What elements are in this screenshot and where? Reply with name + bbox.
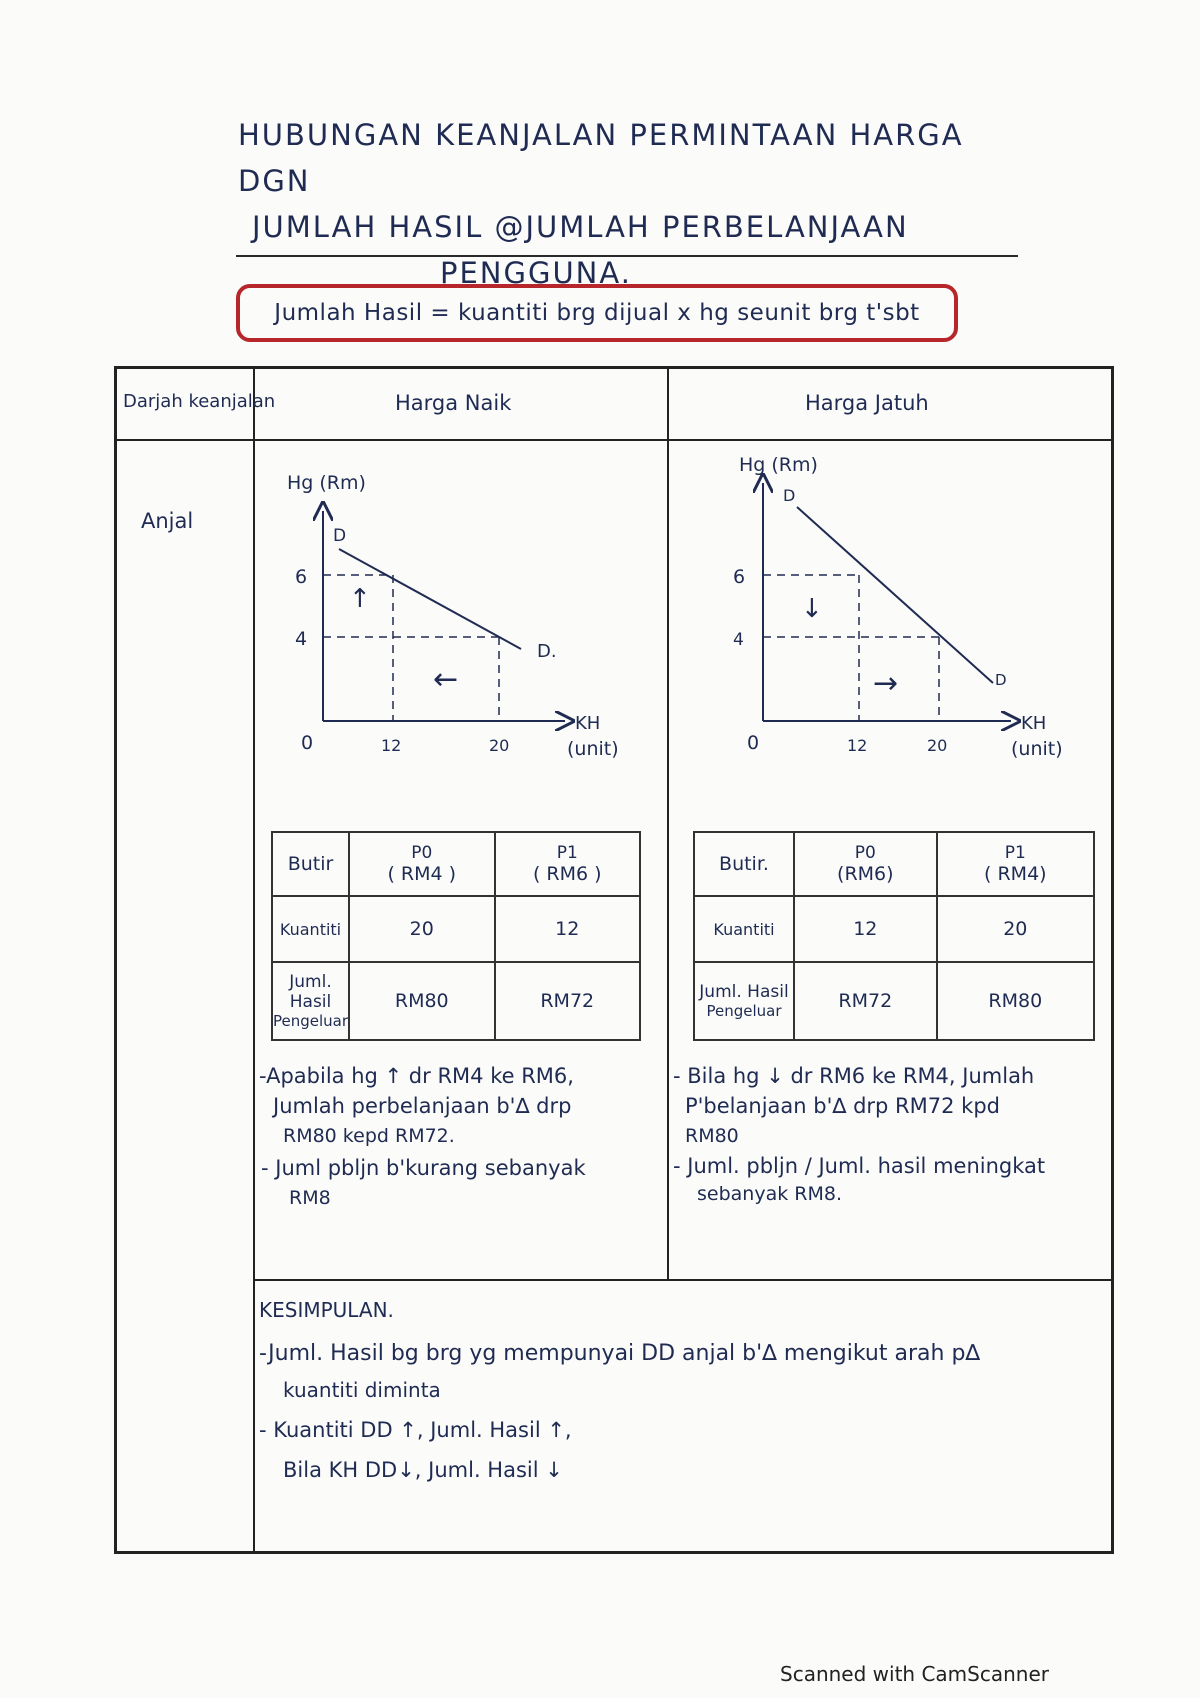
notes-right-line-4: - Juml. pbljn / Juml. hasil meningkat xyxy=(673,1154,1046,1178)
mini-left-r2b: Pengeluar xyxy=(273,1012,349,1030)
mini-left-h2b: ( RM6 ) xyxy=(532,863,602,885)
mini-right-r2c1: RM72 xyxy=(794,962,937,1040)
graph-left-curve-label-start: D xyxy=(333,526,347,546)
graph-left-y-label: Hg (Rm) xyxy=(287,472,366,494)
graph-right-demand-curve xyxy=(797,507,993,683)
graph-left-y-tick-4: 4 xyxy=(295,628,308,650)
mini-right-r2-cell xyxy=(694,962,794,1040)
graph-right-y-tick-6: 6 xyxy=(733,566,746,588)
mini-left-h0: Butir xyxy=(272,832,349,896)
notes-left-line-3: RM80 kepd RM72. xyxy=(283,1125,455,1147)
mini-right-r1c2: 20 xyxy=(937,896,1094,962)
mini-left-h2: P1 xyxy=(556,843,578,863)
graph-harga-jatuh xyxy=(669,449,1115,789)
mini-left-r1: Kuantiti xyxy=(272,896,349,962)
graph-right-x-label: KH xyxy=(1021,713,1047,734)
graph-right-y-tick-4: 4 xyxy=(733,630,744,650)
mini-right-r1: Kuantiti xyxy=(694,896,794,962)
mini-right-h1: P0 xyxy=(854,843,876,863)
mini-right-r2a: Juml. Hasil xyxy=(699,982,789,1002)
formula-text: Jumlah Hasil = kuantiti brg dijual x hg seunit brg t'sbt xyxy=(274,300,920,326)
graph-right-x-unit: (unit) xyxy=(1011,738,1063,760)
header-harga-jatuh: Harga Jatuh xyxy=(805,391,929,415)
title-line-2: JUMLAH HASIL @JUMLAH PERBELANJAAN xyxy=(252,210,909,244)
mini-left-h1b: ( RM4 ) xyxy=(387,863,457,885)
graph-left-arrow-left: ← xyxy=(433,662,459,697)
mini-left-r2-cell xyxy=(272,962,349,1040)
mini-left-r2c1: RM80 xyxy=(349,962,494,1040)
notes-right-line-3: RM80 xyxy=(685,1125,739,1147)
scanner-watermark: Scanned with CamScanner xyxy=(780,1662,1049,1686)
mini-right-h1b: (RM6) xyxy=(837,863,894,885)
title-underline xyxy=(236,255,1018,257)
row-label-anjal: Anjal xyxy=(141,509,194,533)
graph-right-y-label: Hg (Rm) xyxy=(739,454,818,476)
graph-left-x-unit: (unit) xyxy=(567,738,619,760)
graph-left-x-tick-20: 20 xyxy=(489,736,510,755)
title-line-1: HUBUNGAN KEANJALAN PERMINTAAN HARGA DGN xyxy=(238,118,964,198)
graph-left-curve-label-end: D. xyxy=(537,641,557,662)
graph-left-x-label: KH xyxy=(575,713,601,734)
graph-right-x-tick-20: 20 xyxy=(927,736,948,755)
mini-left-h2-cell xyxy=(495,832,640,896)
notes-left-line-1: -Apabila hg ↑ dr RM4 ke RM6, xyxy=(259,1064,574,1088)
table-harga-naik xyxy=(271,831,641,1041)
mini-left-r1c2: 12 xyxy=(495,896,640,962)
conclusion-line-1: -Juml. Hasil bg brg yg mempunyai DD anjal b'∆ mengikut arah p∆ xyxy=(259,1341,981,1366)
formula-box xyxy=(236,284,958,342)
notes-right-line-1: - Bila hg ↓ dr RM6 ke RM4, Jumlah xyxy=(673,1064,1035,1088)
mini-right-h2b: ( RM4) xyxy=(984,863,1047,885)
graph-left-arrow-up: ↑ xyxy=(349,584,371,614)
notes-left-line-5: RM8 xyxy=(289,1187,331,1209)
mini-right-r2b: Pengeluar xyxy=(706,1002,782,1020)
conclusion-heading: KESIMPULAN. xyxy=(259,1298,394,1322)
mini-left-r2a: Juml. Hasil xyxy=(289,972,332,1012)
mini-left-r2c2: RM72 xyxy=(495,962,640,1040)
mini-right-h2-cell xyxy=(937,832,1094,896)
page-title xyxy=(230,112,1030,296)
graph-right-curve-label-end: D xyxy=(995,671,1007,689)
conclusion-divider xyxy=(253,1279,1114,1281)
graph-right-origin: 0 xyxy=(747,732,760,754)
conclusion-line-3: - Kuantiti DD ↑, Juml. Hasil ↑, xyxy=(259,1418,572,1442)
conclusion-line-2: kuantiti diminta xyxy=(283,1378,441,1402)
graph-harga-naik xyxy=(253,449,667,789)
notes-right-line-5: sebanyak RM8. xyxy=(697,1183,842,1205)
notes-left-line-4: - Juml pbljn b'kurang sebanyak xyxy=(261,1156,586,1180)
graph-right-arrow-down: ↓ xyxy=(801,594,823,624)
notes-left-line-2: Jumlah perbelanjaan b'∆ drp xyxy=(273,1094,572,1118)
main-table xyxy=(114,366,1114,1554)
mini-right-h0: Butir. xyxy=(694,832,794,896)
header-darjah-keanjalan: Darjah keanjalan xyxy=(123,391,276,412)
graph-right-x-tick-12: 12 xyxy=(847,736,868,755)
graph-right-curve-label-start: D xyxy=(783,486,796,505)
graph-left-x-tick-12: 12 xyxy=(381,736,402,755)
header-divider xyxy=(117,439,1114,441)
graph-left-origin: 0 xyxy=(301,732,314,754)
notes-right-line-2: P'belanjaan b'∆ drp RM72 kpd xyxy=(685,1094,1000,1118)
conclusion-line-4: Bila KH DD↓, Juml. Hasil ↓ xyxy=(283,1458,563,1482)
mini-right-r1c1: 12 xyxy=(794,896,937,962)
graph-right-arrow-right: → xyxy=(873,666,899,701)
mini-left-h1-cell xyxy=(349,832,494,896)
mini-right-h2: P1 xyxy=(1004,843,1026,863)
header-harga-naik: Harga Naik xyxy=(395,391,512,415)
mini-left-h1: P0 xyxy=(411,843,433,863)
graph-left-y-tick-6: 6 xyxy=(295,566,308,588)
table-harga-jatuh xyxy=(693,831,1095,1041)
mini-right-r2c2: RM80 xyxy=(937,962,1094,1040)
mini-right-h1-cell xyxy=(794,832,937,896)
title-line-3: PENGGUNA. xyxy=(440,256,632,290)
mini-left-r1c1: 20 xyxy=(349,896,494,962)
